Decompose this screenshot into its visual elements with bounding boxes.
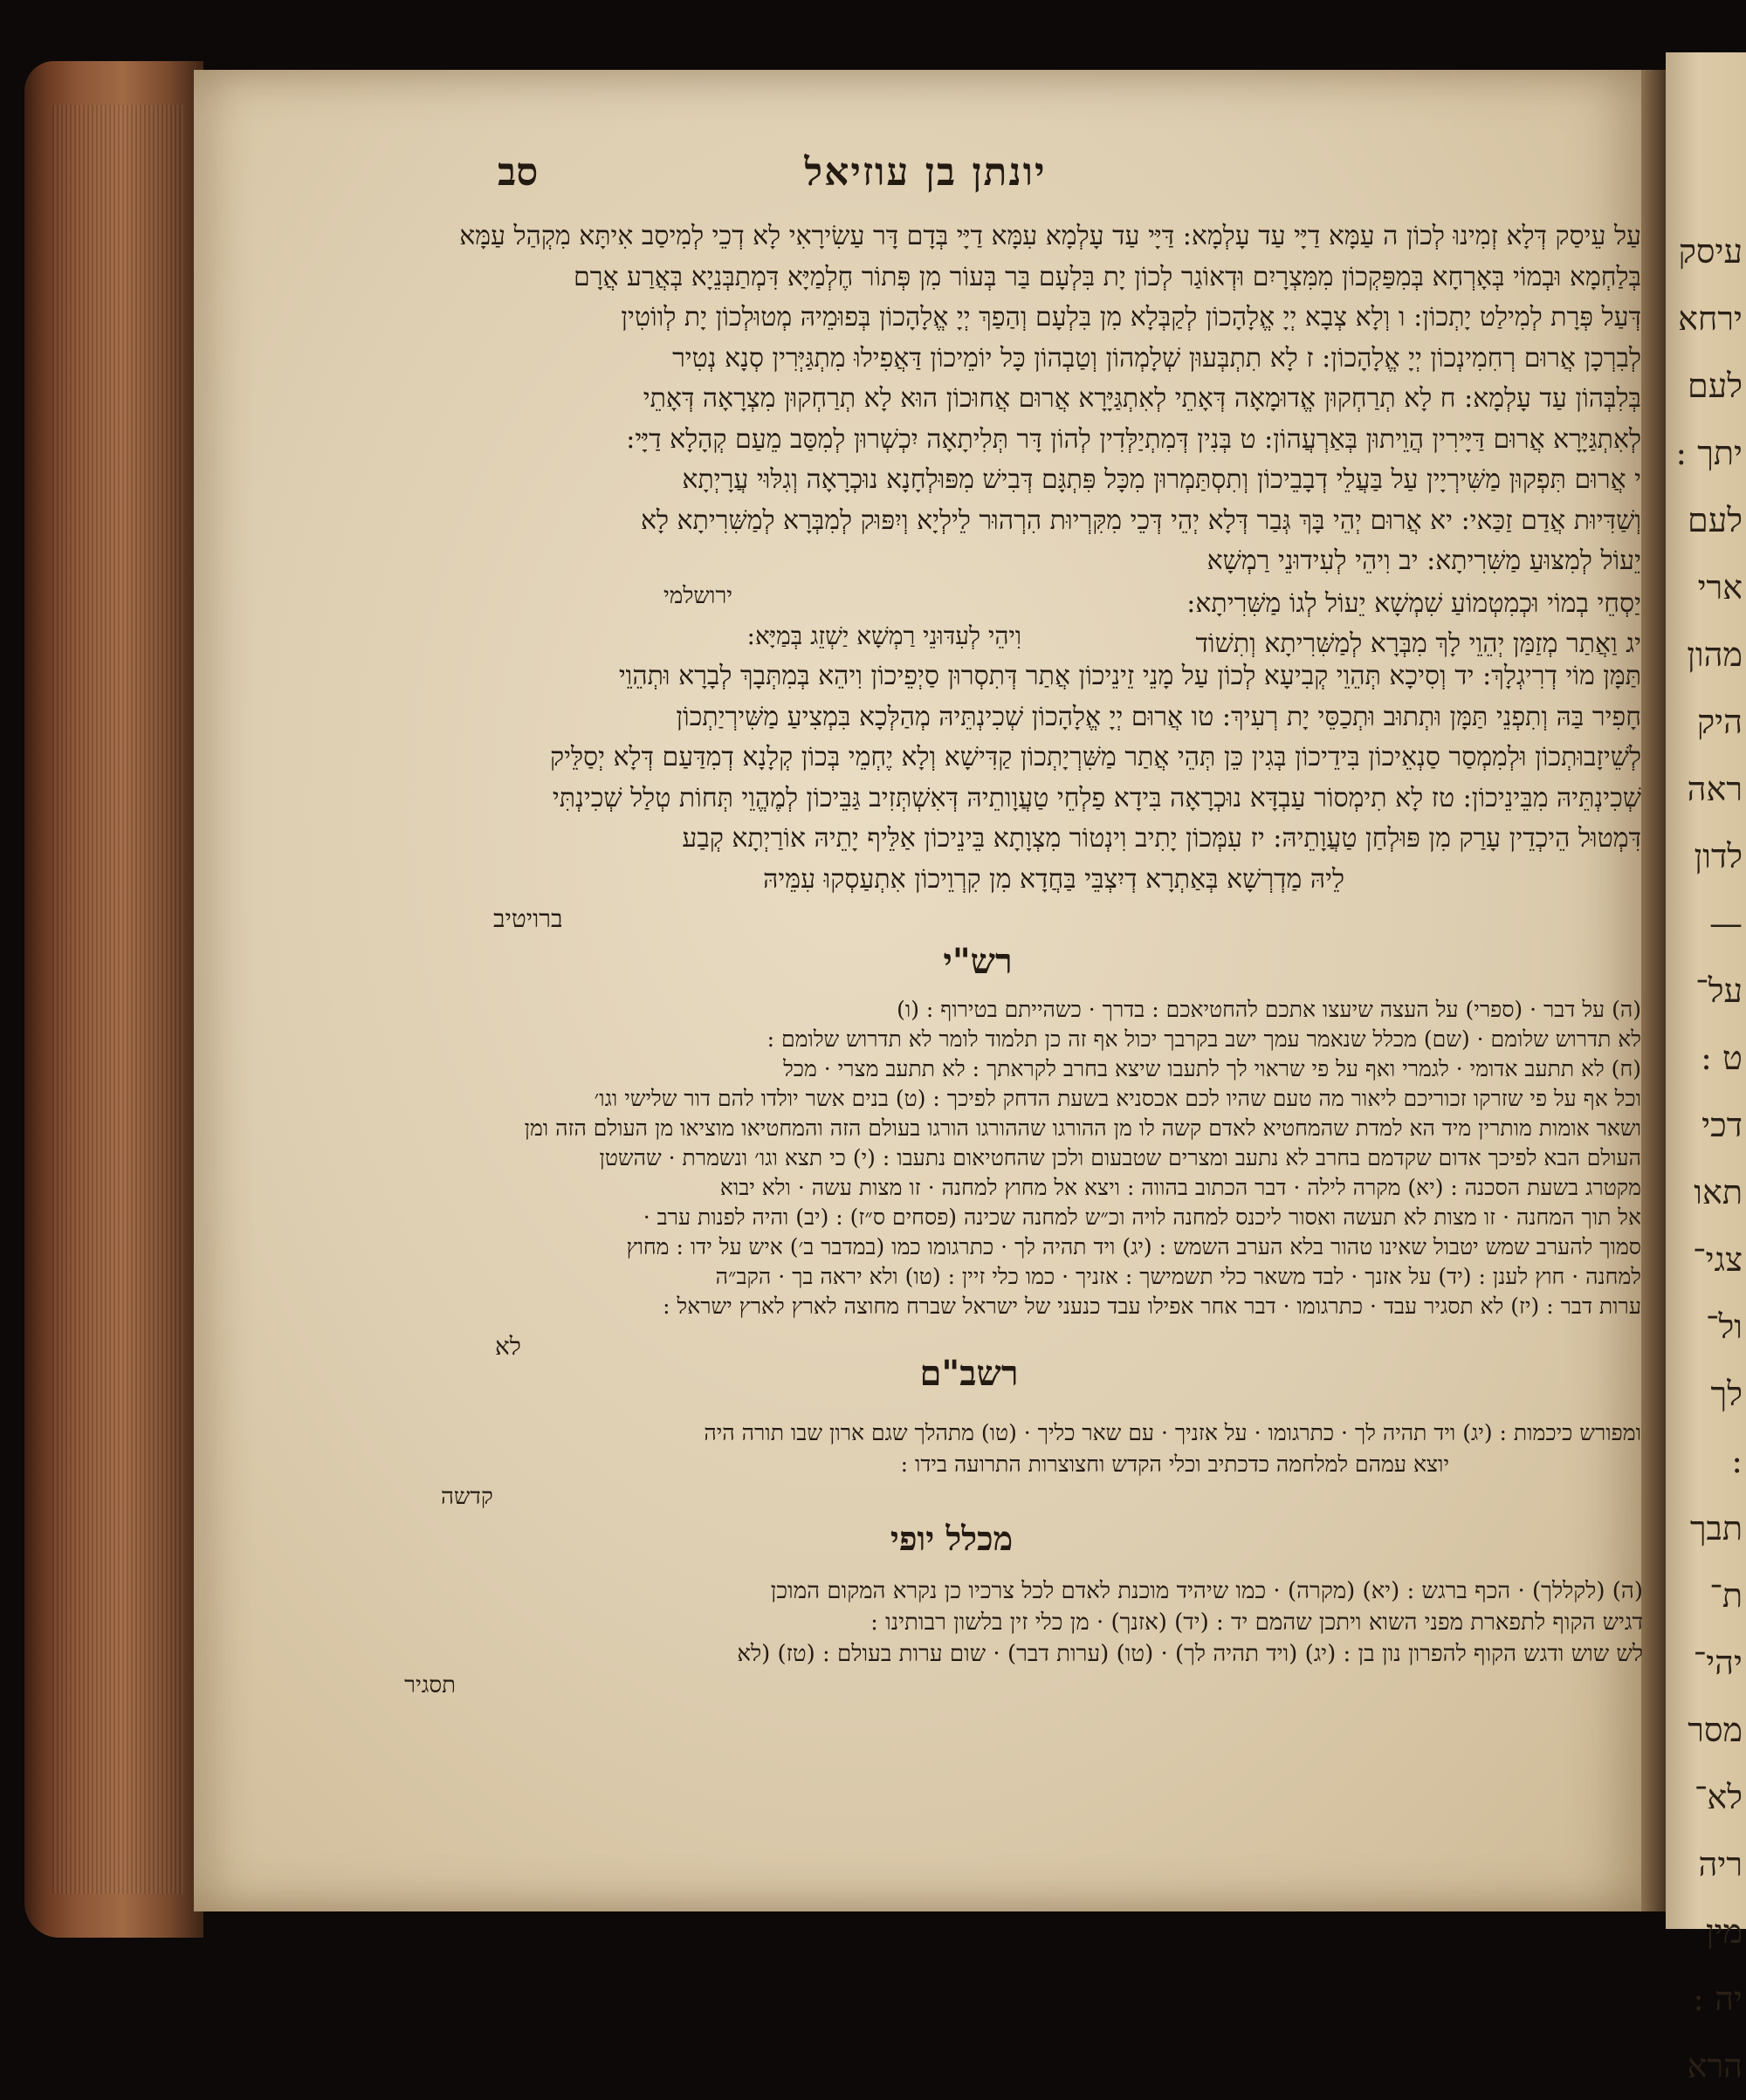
facing-page-edge: [1666, 52, 1746, 2085]
rashbam-title: רשב"ם: [919, 1353, 1019, 1394]
facing-page-fragment: היק: [1696, 703, 1743, 741]
facing-page-fragment: לך: [1710, 1375, 1743, 1413]
facing-page-fragment: ול־: [1705, 1307, 1743, 1346]
rashi-commentary: [375, 995, 1641, 1321]
targum-line: דְּעַל פְּרָת לְמִילַט יָתְכוֹן: ו וְלָא צְבָא יְיָ אֱלָהָכוֹן לְקַבְּלָא מִן בִּלְעָם וְהַפַךְ יְיָ אֱלָהָכוֹן בְּפוּמֵיהּ מְטוּלְכוֹן יָת לְווֹטִין: [621, 302, 1641, 333]
michlal-yofi-commentary: [368, 1575, 1643, 1701]
rashi-title: רש"י: [943, 941, 1013, 982]
rashbam-line: יוצא עמהם למלחמה כדכתיב וכלי הקדש וחצוצרות התרועה בידו :: [900, 1451, 1449, 1477]
page-number: סב: [498, 150, 539, 195]
targum-line: י אֲרוּם תִּפְקוּן מַשִּׁירְיָין עַל בַּעֲלֵי דְבָבֵיכוֹן וְתִסְתַּמְרוּן מִכָּל פִּתְגָּם דְּבִישׁ מִפּוּלְחָנָא נוּכְרָאָה וְגִלּוּי עֲרָיְתָא: [682, 464, 1641, 495]
catchword: ברויטיב: [493, 904, 563, 933]
rashi-line: אל תוך המחנה · זו מצות לא תעשה ואסור ליכנס למחנה לויה וכ״ש למחנה שכינה (פסחים ס״ז) : (יב) והיה לפנות ערב ·: [643, 1204, 1641, 1230]
rashi-line: ושאר אומות מותרין מיד הא למדת שהמחטיא לאדם קשה לו מן ההורגו שההורגו הורגו בעולם הזה והמחטיאו מוציאו מן העולם הזה ומן: [524, 1115, 1641, 1141]
facing-page-fragment: ראה: [1687, 770, 1743, 808]
facing-page-fragment: יה :: [1693, 1980, 1743, 2018]
rashi-line: סמוך להערב שמש יטבול שאינו טהור בלא הערב השמש : (יג) ויד תהיה לך · כתרגומו כמו (במדבר ב׳) איש על ידו : מחוץ: [626, 1234, 1641, 1259]
facing-page-fragment: לעם: [1688, 501, 1743, 539]
michlal-line: דגיש הקוף לתפארת מפני השוא ויתכן שהמם יד : (יד) (אזנך) · מן כלי זין בלשון רבותינו :: [870, 1609, 1643, 1636]
michlal-line: לש שוש ודגש הקוף להפרון נון בן : (יג) (ויד תהיה לך) · (טו) (ערות דבר) · שום ערות בעולם : (טז) (לא: [737, 1641, 1643, 1667]
facing-page-fragment: :: [1731, 1442, 1743, 1480]
facing-page-fragment: דכי: [1701, 1106, 1743, 1144]
rashbam-commentary: [371, 1417, 1641, 1480]
facing-page-fragment: יתך :: [1675, 434, 1743, 472]
facing-page-fragment: צגי־: [1693, 1240, 1743, 1279]
facing-page-fragment: עיסק: [1678, 232, 1743, 271]
facing-page-fragment: תבך: [1689, 1509, 1743, 1548]
rashi-line: ערות דבר : (יז) לא תסגיר עבד · כתרגומו · דבר אחר אפילו עבד כנעני של ישראל שברח מחוצה לארץ לארץ ישראל :: [663, 1294, 1641, 1319]
jerushalmi-line: וִיהֵי לְעִדּוּנֵי רַמְשָׁא יַשְׁזֵג בְּמַיָּא:: [746, 621, 1021, 650]
jerushalmi-title: ירושלמי: [663, 583, 733, 609]
facing-page-fragment: מין: [1705, 1912, 1743, 1951]
rashi-line: למחנה · חוץ לענן : (יד) על אזנך · לבד משאר כלי תשמישך : אזניך · כמו כלי זיין : (טו) ולא יראה בך · הקב״ה: [715, 1264, 1641, 1289]
facing-page-fragment: תאו: [1694, 1173, 1743, 1211]
rashi-line: וכל אף על פי שזרקו זכוריכם ליאור מה טעם שהיו לכם אכסניא בשעת הדחק לפיכך : (ט) בנים אשר יולדו להם דור שלישי וגו׳: [594, 1086, 1641, 1111]
targum-text: [384, 216, 1641, 582]
targum-verse-13: יג וַאֲתַר מְזַמַּן יְהֵוֵי לָךְ מִבְּרָא לְמַשִּׁרִיתָא וְתִשׁוֹד: [1195, 628, 1641, 659]
facing-page-fragment: ארי: [1697, 568, 1743, 607]
jerushalmi-right-line: יַסְחֵי בְמוֹי וּכְמִטְמוֹעַ שִׁמְשָׁא יֵעוֹל לְגוֹ מַשִּׁרִיתָא:: [1186, 588, 1641, 619]
targum-line: לֵיהּ מַדְרְשָׁא בְּאַתְרָא דְיִצְבֵּי בַּחֲדָא מִן קִרְוֵיכוֹן אִתְעַסְקוּ עִמֵּיהּ: [763, 863, 1344, 895]
facing-page-fragment: ט :: [1701, 1039, 1743, 1077]
michlal-line: תסגיר: [404, 1672, 456, 1699]
targum-line: וְשַׁדִּיוּת אֲדַם זַכַּאי: יא אֲרוּם יְהֵי בָּךְ גְּבַר דְּלָא יְהֵי דְּכֵי מִקִּרְיוּת הִרְהוּר לֵילְיָא וְיִפּוּק לְמִבְּרָא לְמַשִּׁרִיתָא לָא: [640, 504, 1641, 536]
facing-page-fragment: ת־: [1709, 1576, 1743, 1615]
rashi-line: לא תדרוש שלומם · (שם) מכלל שנאמר עמך ישב בקרבך יכול אף זה כן תלמוד לומר לא תדרוש שלומם :: [766, 1026, 1641, 1052]
rashi-line: (ה) על דבר · (ספרי) על העצה שיעצו אתכם להחטיאכם : בדרך · כשהייתם בטירוף : (ו): [897, 997, 1641, 1022]
michlal-yofi-title: מכלל יופי: [890, 1519, 1014, 1558]
facing-page-fragment: —: [1709, 904, 1743, 943]
catchword: לא: [495, 1332, 521, 1361]
targum-line: שְׁכִינְתֵּיהּ מִבֵּינֵיכוֹן: טז לָא תִימְסוֹר עַבְדָּא נוּכְרָאָה בִּידָא פַלְחֵי טַעֲוָותֵיהּ דְּאִשְׁתְּזִיב גַּבֵּיכוֹן לְמֶהֱוֵי תְּחוֹת טְלַל שְׁכִינְתִּי: [552, 782, 1641, 813]
facing-page-fragment: מהון: [1687, 635, 1743, 674]
rashi-line: מקטרג בשעת הסכנה : (יא) מקרה לילה · דבר הכתוב בהווה : ויצא אל מחוץ למחנה · זו מצות עשה · ולא יבוא: [719, 1175, 1641, 1200]
facing-page-fragment: לא־: [1694, 1778, 1743, 1816]
facing-page-fragment: על־: [1695, 971, 1743, 1010]
targum-line: בְּלִבְּהוֹן עַד עָלְמָא: ח לָא תְרַחְקוּן אֱדוּמָאָה דְּאָתֵי לְאִתְגַּיָּרָא אֲרוּם אֲחוּכוֹן הוּא לָא תְרַחְקוּן מִצְרָאָה דְּאָתֵי: [643, 383, 1641, 414]
rashi-line: (ח) לא תתעב אדומי · לגמרי ואף על פי שראוי לך לתעבו שיצא בחרב לקראתך : לא תתעב מצרי · מכל: [783, 1056, 1641, 1081]
targum-text-continued: [384, 656, 1641, 900]
facing-page-fragment: לדון: [1694, 837, 1743, 875]
targum-line: תַּמָּן מוֹי דְרִיגְלָךְ: יד וְסִיכָא תְּהֵוֵי קְבִיעָא לְכוֹן עַל מָנֵי זֵינֵיכוֹן אֲתַר דְּתִסְרוּן סַיְפֵיכוֹן וִיהֵא בְּמִתְּבָךְ לְבָרָא וּתְהֵוֵי: [618, 661, 1641, 691]
targum-line: לְאִתְגַּיָּרָא אֲרוּם דַּיָּירִין הֲוֵיתוּן בְּאַרְעֲהוֹן: ט בְּנִין דְּמִתְיַלְּדִין לְהוֹן דָּר תְּלִיתָאָה יִכְשְׁרוּן לְמִסַּב מֵעַם קְהָלָא דַיָּי:: [626, 423, 1641, 455]
running-head: יונתן בן עוזיאל: [804, 150, 1047, 195]
michlal-line: (ה) (לקללך) · הכף ברגש : (יא) (מקרה) · כמו שיהיד מוכנת לאדם לכל צרכיו כן נקרא המקום המוכן: [770, 1578, 1643, 1604]
targum-line: יֵעוֹל לְמִצּוּעַ מַשִּׁרִיתָא: יב וִיהֵי לְעִידוּנֵי רַמְשָׁא: [1206, 546, 1641, 576]
targum-line: חָפִיר בַּהּ וְתִפְנֵי תַּמָּן וּתְתוּב וּתְכַסֵּי יָת רְעִיךְ: טו אֲרוּם יְיָ אֱלָהָכוֹן שְׁכִינְתֵּיהּ מְהַלְּכָא בִּמְצִיעַ מַשִּׁירְיַתְכוֹן: [676, 701, 1641, 732]
targum-line: בְּלַחְמָא וּבְמוֹי בְּאָרְחָא בְּמִפַּקְכוֹן מִמִּצְרָיִם וּדְאוֹגַר לְכוֹן יָת בִּלְעָם בַּר בְּעוֹר מִן פְּתוֹר חֶלְמַיָּא דִּמְתַבְּנֵיָא בְּאֲרַע אֲרָם: [574, 261, 1641, 292]
facing-page-fragment: ריה: [1698, 1845, 1743, 1884]
rashi-line: העולם הבא לפיכך אדום שקדמם בחרב לא נתעב ומצרים שטבעום ולכן שהחטיאום נתעבו : (י) כי תצא וגו׳ ונשמרת · שהשטן: [599, 1145, 1641, 1170]
facing-page-fragment: ירחא: [1678, 299, 1743, 338]
facing-page-fragment: לעם: [1688, 367, 1743, 405]
catchword: קדשה: [441, 1484, 493, 1510]
facing-page-fragment: יהי־: [1693, 1644, 1743, 1682]
page-edges-texture: [52, 105, 183, 1894]
targum-line: דִּמְטוּל הֵיכְדֵין עָרַק מִן פּוּלְחַן טַעֲוָתֵיהּ: יז עִמְּכוֹן יָתִיב וִינְטוֹר מִצְוָתָא בֵּינֵיכוֹן אַלֵּיף יָתֵיהּ אוֹרַיְתָא קְבַע: [682, 823, 1641, 854]
facing-page-fragment: מסר: [1688, 1711, 1743, 1749]
targum-line: לְשֵׁיזָבוּתְכוֹן וּלְמִמְסַר סַנְאֵיכוֹן בִּידֵיכוֹן בְּגִין כֵּן תְּהֵי אֲתַר מַשִּׁרְיָתְכוֹן קַדִּישָׁא וְלָא יֶחְמֵי בְּכוֹן קְלָנָא דְמִדַּעַם דְּלָא יְסַלֵּיק: [550, 742, 1641, 772]
targum-line: לְבִרְכָן אֲרוּם רְחִמִינְכוֹן יְיָ אֱלָהָכוֹן: ז לָא תִתְבְּעוּן שְׁלָמְהוֹן וְטַבְהוֹן כָּל יוֹמֵיכוֹן דַּאֲפִילוּ מִתְגַּיְּרִין סְנָא נְטִיר: [672, 342, 1641, 374]
rashbam-line: ומפורש כיכמות : (יג) ויד תהיה לך · כתרגומו · על אזניך · עם שאר כליך · (טו) מתהלך שגם ארון שבו תורה היה: [704, 1420, 1641, 1445]
targum-line: עַל עֵיסַק דְּלָא זְמִינוּ לְכוֹן ה עַמָּא דַיָּי עַד עָלְמָא: דַּיָּי עַד עָלְמָא עִמָּא דַיָּי בְּדָם דָּר עַשִׂירָאִי לָא דְכֵי לְמִיסַב אִיתָּא מִקְהַל עַמָּא: [459, 221, 1641, 251]
facing-page-fragment: הרא: [1687, 2047, 1743, 2085]
